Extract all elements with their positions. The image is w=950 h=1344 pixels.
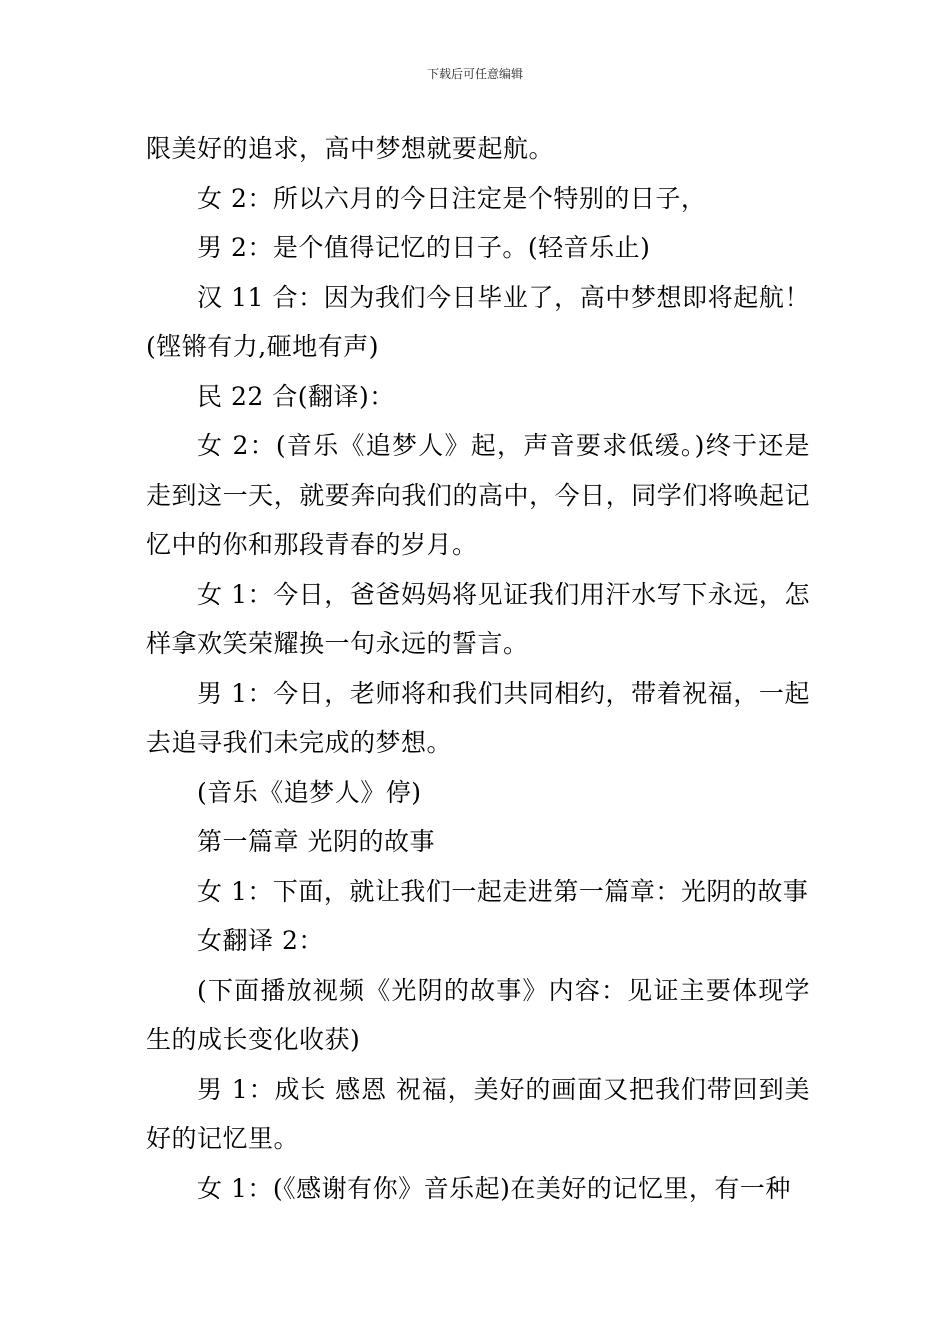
paragraph: 男 1：今日，老师将和我们共同相约，带着祝福，一起去追寻我们未完成的梦想。 [146,678,810,757]
paragraph: 民 22 合(翻译)： [197,381,395,411]
page-header: 下载后可任意编辑 [426,67,523,81]
paragraph: (下面播放视频《光阴的故事》内容：见证主要体现学生的成长变化收获) [146,975,810,1054]
paragraph: 女翻译 2： [197,926,324,955]
paragraph: 男 2：是个值得记忆的日子。(轻音乐止) [197,233,651,262]
paragraph: (音乐《追梦人》停) [197,777,422,807]
paragraph: 女 1：(《感谢有你》音乐起)在美好的记忆里，有一种 [197,1173,791,1203]
paragraph: 限美好的追求，高中梦想就要起航。 [146,134,555,163]
paragraph: 女 1：下面，就让我们一起走进第一篇章：光阴的故事 [197,876,809,906]
paragraph: 男 1：成长 感恩 祝福，美好的画面又把我们带回到美好的记忆里。 [146,1074,810,1153]
paragraph: 女 2：所以六月的今日注定是个特别的日子， [197,183,707,213]
section-heading: 第一篇章 光阴的故事 [197,827,435,856]
document-body [146,124,810,1213]
paragraph: 女 2：(音乐《追梦人》起，声音要求低缓。)终于还是走到这一天，就要奔向我们的高中，今日，同学们将唤起记忆中的你和那段青春的岁月。 [146,431,810,559]
paragraph: 汉 11 合：因为我们今日毕业了，高中梦想即将起航！(铿锵有力,砸地有声) [146,282,810,361]
paragraph: 女 1：今日，爸爸妈妈将见证我们用汗水写下永远，怎样拿欢笑荣耀换一句永远的誓言。 [146,579,810,658]
